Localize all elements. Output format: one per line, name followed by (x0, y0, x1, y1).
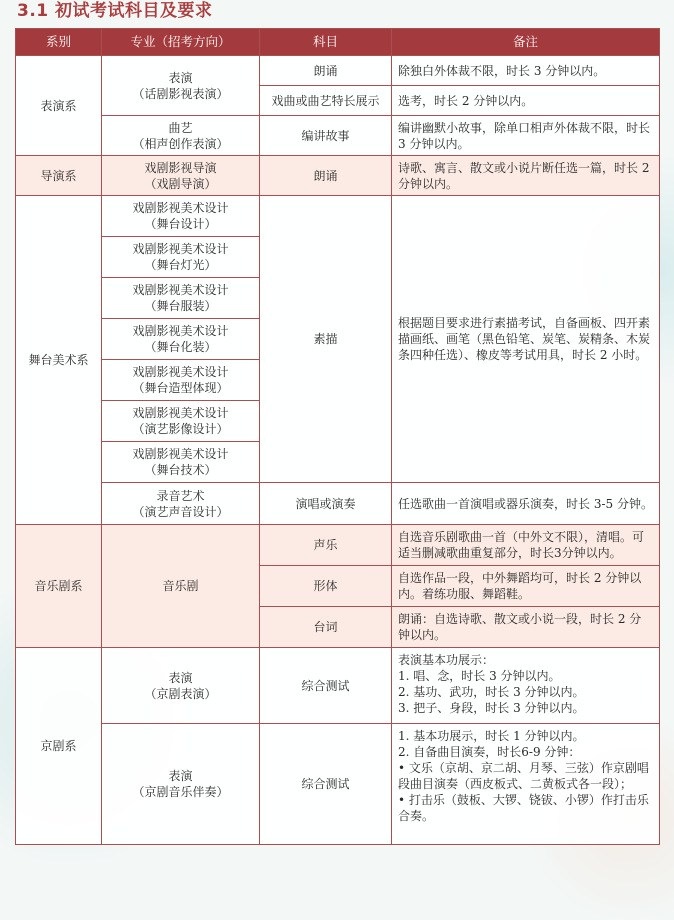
header-notes: 备注 (392, 29, 660, 56)
major-name: 曲艺 (168, 120, 193, 135)
major-sub: （舞台设计） (144, 217, 217, 231)
header-major: 专业（招考方向） (102, 29, 260, 56)
header-row (16, 29, 660, 56)
note-cell: 诗歌、寓言、散文或小说片断任选一篇，时长 2 分钟以内。 (392, 156, 660, 196)
major-name: 戏剧影视美术设计 (132, 201, 229, 215)
note-cell (392, 648, 660, 724)
note-cell: 自选音乐剧歌曲一首（中外文不限），清唱。可适当删减歌曲重复部分，时长3分钟以内。 (392, 525, 660, 566)
major-sub: （戏剧导演） (144, 176, 217, 191)
subject-cell: 台词 (260, 607, 392, 648)
major-cell (102, 56, 260, 116)
dept-cell: 导演系 (16, 156, 102, 196)
major-cell (102, 360, 260, 401)
note-cell: 选考，时长 2 分钟以内。 (392, 86, 660, 116)
note-line: 1. 基本功展示，时长 1 分钟以内。 (398, 729, 585, 743)
table-row (16, 56, 660, 86)
major-name: 戏剧影视美术设计 (132, 242, 229, 256)
table-row (16, 525, 660, 566)
dept-cell: 京剧系 (16, 648, 102, 845)
major-name: 戏剧影视美术设计 (132, 324, 229, 338)
major-sub: （京剧表演） (144, 686, 217, 701)
subject-cell: 朗诵 (260, 156, 392, 196)
table-row (16, 116, 660, 156)
table-row (16, 724, 660, 845)
note-line: 表演基本功展示： (398, 653, 495, 667)
note-cell: 自选作品一段，中外舞蹈均可，时长 2 分钟以内。着练功服、舞蹈鞋。 (392, 566, 660, 607)
note-line: 2. 自备曲目演奏，时长6-9 分钟： (398, 745, 581, 759)
note-line: 1. 唱、念，时长 3 分钟以内。 (398, 669, 561, 683)
subject-cell: 演唱或演奏 (260, 483, 392, 525)
major-name: 表演 (168, 769, 193, 783)
note-cell: 任选歌曲一首演唱或器乐演奏，时长 3-5 分钟。 (392, 483, 660, 525)
note-cell: 根据题目要求进行素描考试，自备画板、四开素描画纸、画笔（黑色铅笔、炭笔、炭精条、木炭条四种任选）、橡皮等考试用具，时长 2 小时。 (392, 196, 660, 483)
dept-cell: 音乐剧系 (16, 525, 102, 648)
major-cell (102, 648, 260, 724)
subject-cell: 素描 (260, 196, 392, 483)
major-sub: （舞台灯光） (144, 258, 217, 272)
major-sub: （舞台服装） (144, 299, 217, 313)
note-cell: 编讲幽默小故事，除单口相声外体裁不限，时长 3 分钟以内。 (392, 116, 660, 156)
dept-cell: 舞台美术系 (16, 196, 102, 525)
major-name: 戏剧影视导演 (144, 160, 217, 175)
major-cell (102, 724, 260, 845)
major-cell: 音乐剧 (102, 525, 260, 648)
major-sub: （演艺声音设计） (132, 504, 229, 519)
major-sub: （舞台造型体现） (132, 381, 229, 395)
note-line: • 文乐（京胡、京二胡、月琴、三弦）作京剧唱段曲目演奏（西皮板式、二黄板式各一段）； (398, 761, 649, 791)
note-cell (392, 724, 660, 845)
major-sub: （相声创作表演） (132, 136, 229, 151)
table-row (16, 156, 660, 196)
dept-cell: 表演系 (16, 56, 102, 156)
major-cell (102, 319, 260, 360)
subject-cell: 综合测试 (260, 648, 392, 724)
table-row (16, 648, 660, 724)
major-name: 表演 (168, 670, 193, 685)
major-name: 戏剧影视美术设计 (132, 406, 229, 420)
major-cell (102, 442, 260, 483)
major-sub: （演艺影像设计） (132, 422, 229, 436)
major-name: 表演 (168, 70, 193, 85)
major-sub: （舞台化装） (144, 340, 217, 354)
major-cell (102, 483, 260, 525)
subject-cell: 戏曲或曲艺特长展示 (260, 86, 392, 116)
table-row (16, 483, 660, 525)
major-name: 戏剧影视美术设计 (132, 447, 229, 461)
major-name: 戏剧影视美术设计 (132, 365, 229, 379)
major-sub: （舞台技术） (144, 463, 217, 477)
major-cell (102, 237, 260, 278)
major-cell (102, 196, 260, 237)
note-line: • 打击乐（鼓板、大锣、铙钹、小锣）作打击乐合奏。 (398, 793, 649, 823)
subject-cell: 综合测试 (260, 724, 392, 845)
major-name: 录音艺术 (156, 488, 205, 503)
subject-cell: 朗诵 (260, 56, 392, 86)
major-name: 戏剧影视美术设计 (132, 283, 229, 297)
major-sub: （话剧影视表演） (132, 86, 229, 101)
subject-cell: 声乐 (260, 525, 392, 566)
major-cell (102, 156, 260, 196)
major-cell (102, 278, 260, 319)
subject-cell: 编讲故事 (260, 116, 392, 156)
subject-cell: 形体 (260, 566, 392, 607)
header-dept: 系别 (16, 29, 102, 56)
section-heading: 3.1 初试考试科目及要求 (17, 1, 213, 21)
major-cell (102, 116, 260, 156)
note-line: 3. 把子、身段，时长 3 分钟以内。 (398, 701, 585, 715)
note-cell: 朗诵：自选诗歌、散文或小说一段，时长 2 分钟以内。 (392, 607, 660, 648)
exam-table (15, 28, 660, 845)
note-line: 2. 基功、武功，时长 3 分钟以内。 (398, 685, 585, 699)
major-cell (102, 401, 260, 442)
note-cell: 除独白外体裁不限，时长 3 分钟以内。 (392, 56, 660, 86)
major-sub: （京剧音乐伴奏） (132, 785, 229, 799)
table-row (16, 196, 660, 237)
header-subject: 科目 (260, 29, 392, 56)
